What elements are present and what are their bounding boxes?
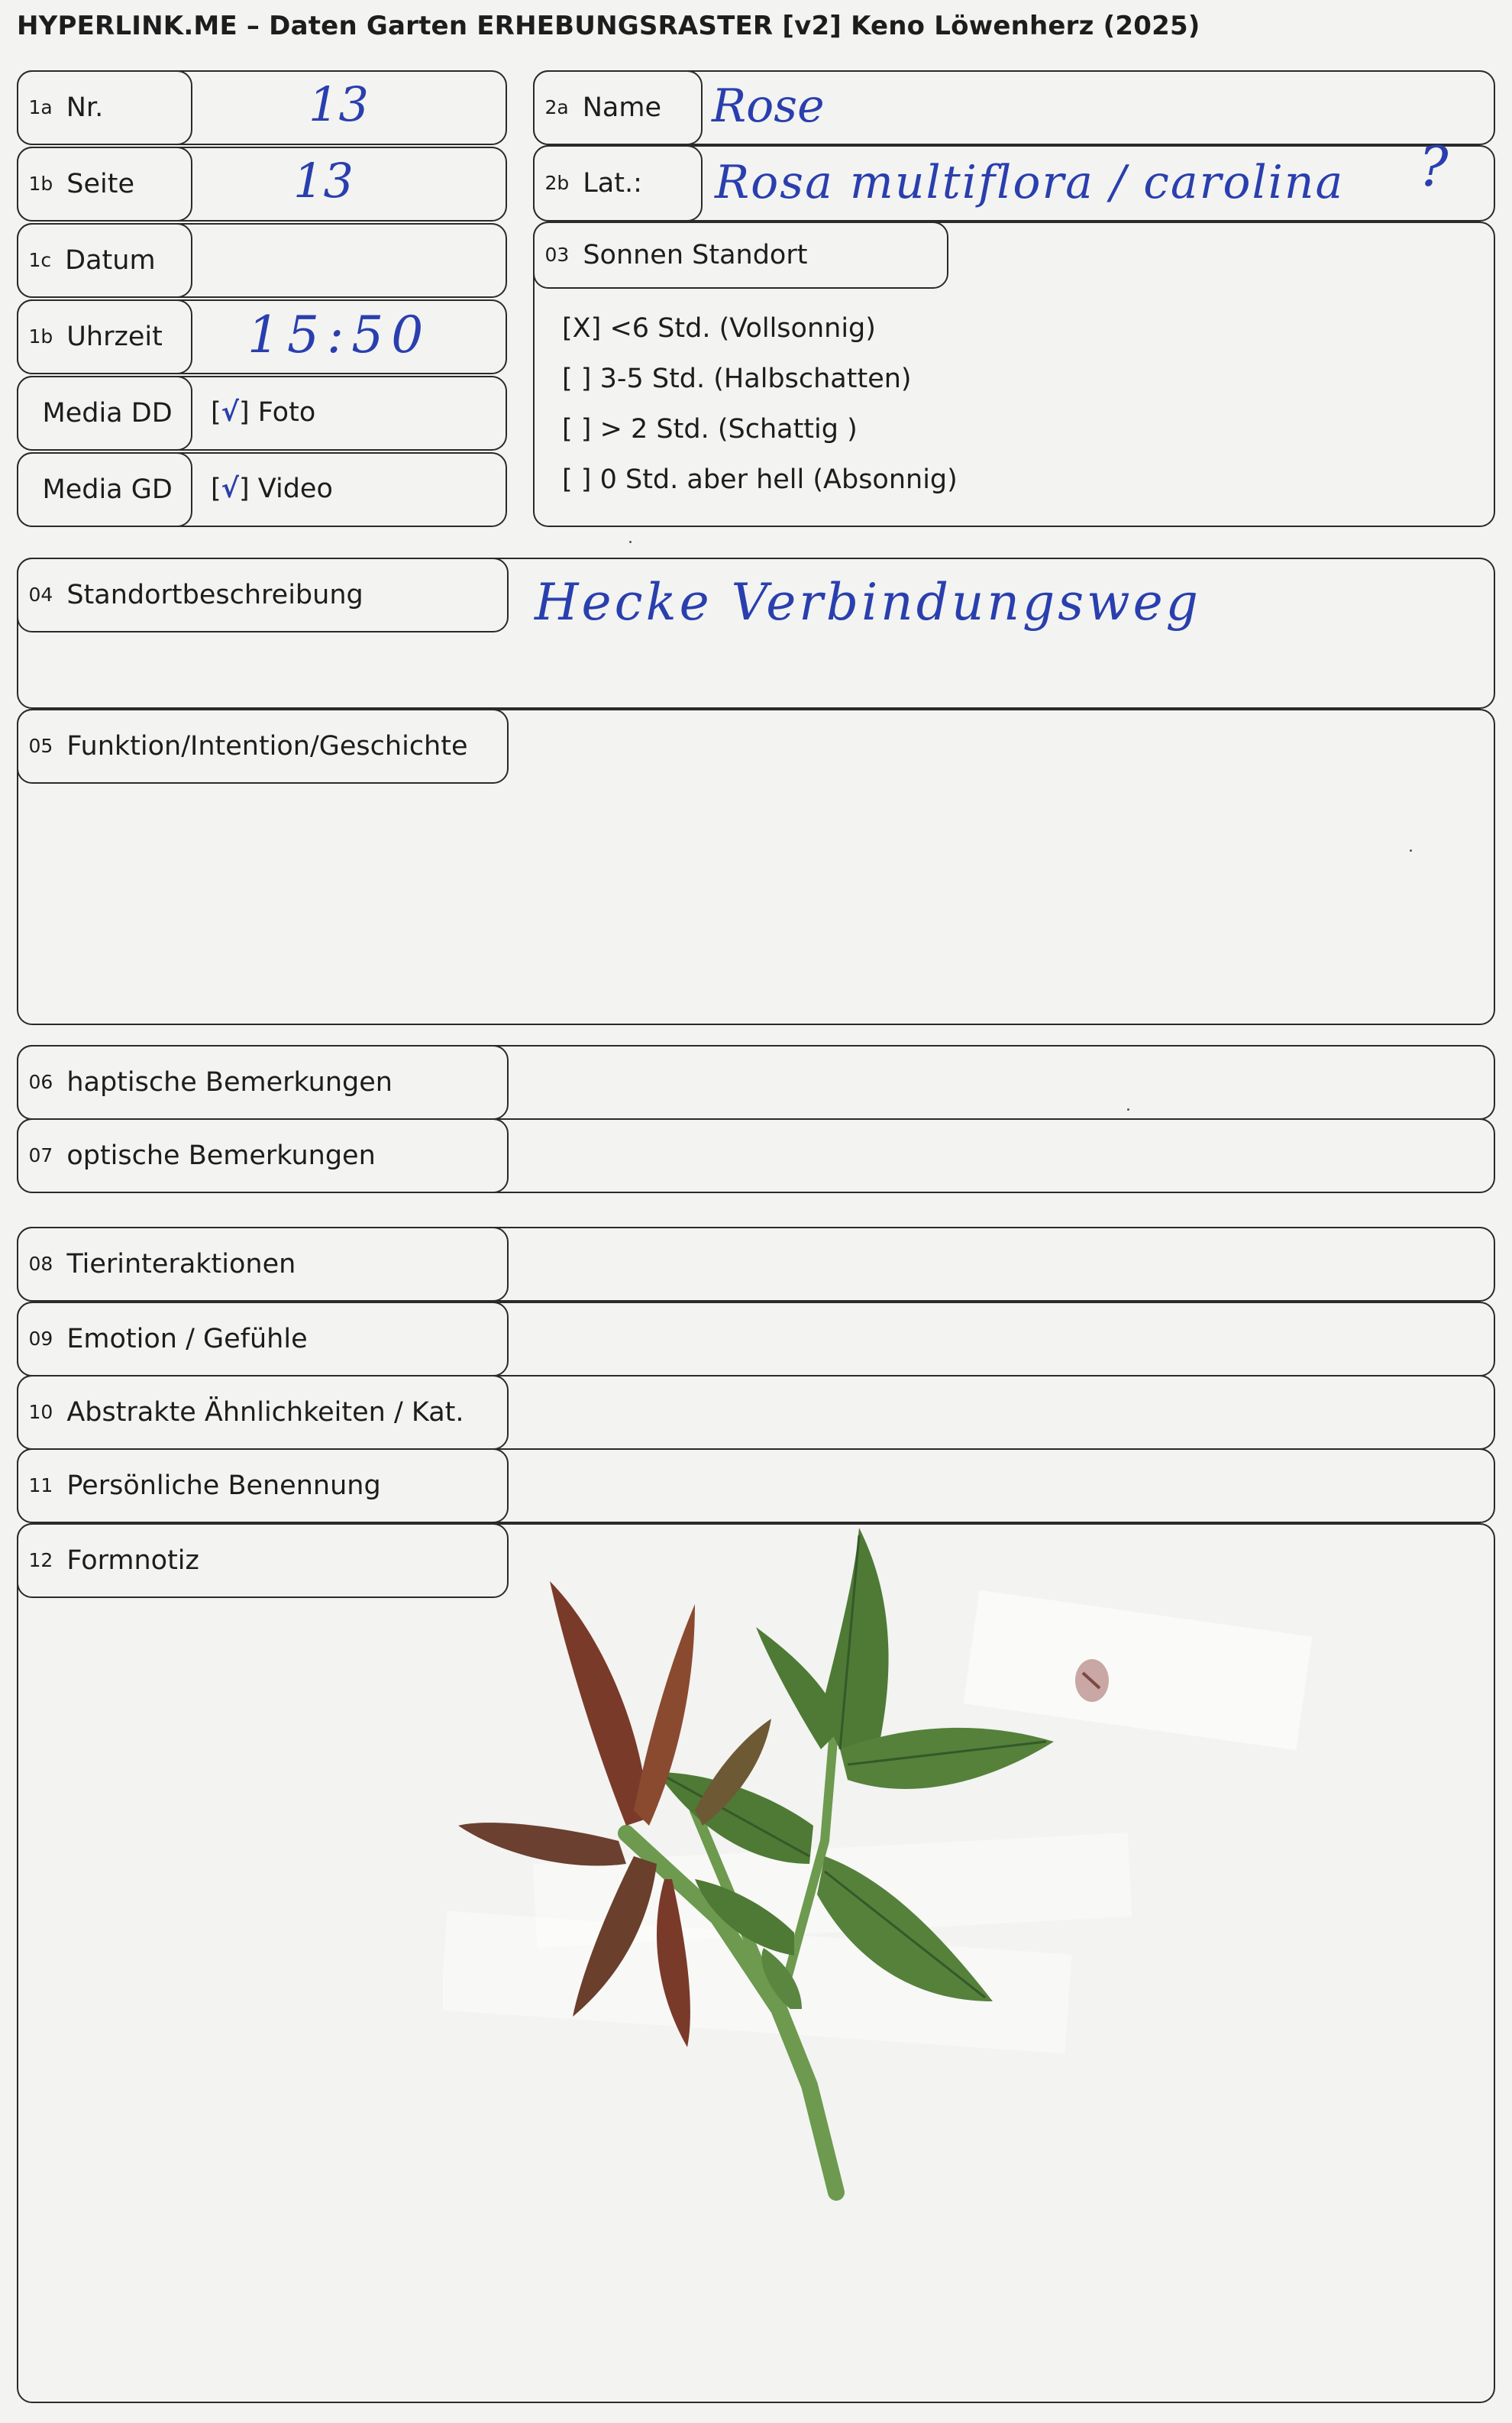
- section-haptische[interactable]: [17, 1045, 1495, 1120]
- field-num: 12: [28, 1549, 53, 1571]
- field-lat-tab: [533, 145, 703, 222]
- field-num: 11: [28, 1474, 53, 1496]
- field-label: Funktion/Intention/Geschichte: [66, 730, 468, 762]
- field-num: 04: [28, 584, 53, 606]
- foto-checkbox[interactable]: [√] Foto: [211, 397, 316, 428]
- field-nr-tab: [17, 70, 192, 145]
- section-tab: [17, 1448, 509, 1523]
- field-label: Seite: [66, 168, 135, 199]
- paper-speck: [1127, 1108, 1129, 1111]
- field-lat[interactable]: [533, 134, 1495, 222]
- field-label: haptische Bemerkungen: [66, 1066, 393, 1098]
- nr-value: 13: [309, 76, 369, 132]
- section-tab: [17, 558, 509, 632]
- section-tab: [17, 1302, 509, 1376]
- field-media-gd[interactable]: [17, 452, 507, 527]
- field-num: 2b: [544, 172, 570, 194]
- field-datum[interactable]: [17, 223, 507, 298]
- sonnen-option-absonnig[interactable]: [562, 464, 958, 495]
- field-nr[interactable]: [17, 70, 507, 145]
- field-seite[interactable]: [17, 147, 507, 222]
- lat-question-note: ?: [1419, 134, 1449, 199]
- field-label: Nr.: [66, 92, 104, 123]
- field-name[interactable]: [533, 70, 1495, 145]
- field-label: Name: [582, 92, 661, 123]
- field-media-dd-tab: [17, 376, 192, 451]
- section-tab: [17, 1375, 509, 1450]
- section-tab: [17, 1118, 509, 1193]
- field-label: Tierinteraktionen: [66, 1248, 296, 1279]
- field-label: Uhrzeit: [66, 321, 163, 352]
- video-checkbox[interactable]: [√] Video: [211, 474, 333, 504]
- field-num: 09: [28, 1328, 53, 1350]
- lat-value: Rosa multiflora / carolina: [715, 156, 1345, 209]
- section-tierinteraktionen[interactable]: [17, 1227, 1495, 1302]
- section-tab: [17, 1227, 509, 1302]
- field-label: Media GD: [42, 474, 173, 505]
- section-funktion[interactable]: [17, 709, 1495, 1025]
- option-label: 3-5 Std. (Halbschatten): [599, 364, 912, 394]
- section-persoenliche[interactable]: [17, 1448, 1495, 1523]
- field-uhrzeit[interactable]: [17, 299, 507, 374]
- field-num: 1b: [28, 325, 53, 348]
- field-label: Sonnen Standort: [583, 239, 808, 270]
- section-abstrakte[interactable]: [17, 1375, 1495, 1450]
- check-mark-icon: √: [221, 397, 240, 428]
- name-value: Rose: [712, 79, 825, 133]
- field-num: 1a: [28, 96, 53, 118]
- field-num: 1c: [28, 249, 52, 271]
- option-label: <6 Std. (Vollsonnig): [609, 313, 876, 344]
- sonnen-option-vollsonnig[interactable]: [562, 313, 876, 344]
- sonnen-option-schattig[interactable]: [562, 414, 858, 445]
- field-num: 08: [28, 1253, 53, 1275]
- field-label: Formnotiz: [66, 1545, 199, 1576]
- section-tab: [17, 1045, 509, 1120]
- sonnen-option-halbschatten[interactable]: [562, 364, 912, 394]
- field-label: optische Bemerkungen: [66, 1140, 376, 1171]
- checkbox-icon: [ ]: [562, 414, 592, 445]
- paper-speck: [629, 541, 632, 543]
- uhrzeit-value: 15:50: [247, 306, 431, 364]
- field-num: 07: [28, 1144, 53, 1166]
- check-mark-icon: √: [221, 474, 240, 504]
- option-label: > 2 Std. (Schattig ): [599, 414, 858, 445]
- field-label: Abstrakte Ähnlichkeiten / Kat.: [66, 1396, 464, 1428]
- field-num: 1b: [28, 173, 53, 195]
- field-label: Persönliche Benennung: [66, 1470, 381, 1501]
- field-num: 2a: [544, 96, 569, 118]
- field-label: Lat.:: [583, 167, 642, 199]
- field-uhrzeit-tab: [17, 299, 192, 374]
- field-seite-tab: [17, 147, 192, 222]
- field-label: Standortbeschreibung: [66, 579, 363, 610]
- field-media-gd-tab: [17, 452, 192, 527]
- field-num: 10: [28, 1401, 53, 1423]
- section-tab: [17, 1523, 509, 1598]
- field-label: Datum: [65, 244, 156, 276]
- section-tab: [17, 709, 509, 784]
- video-label: Video: [257, 474, 333, 504]
- section-standortbeschreibung[interactable]: [17, 558, 1495, 709]
- section-optische[interactable]: [17, 1118, 1495, 1193]
- foto-label: Foto: [257, 397, 316, 428]
- field-num: 03: [544, 244, 570, 266]
- checkbox-icon: [ ]: [562, 364, 592, 394]
- field-label: Media DD: [42, 397, 173, 429]
- sonnen-standort: [533, 222, 1495, 527]
- field-datum-tab: [17, 223, 192, 298]
- sonnen-tab: [533, 222, 948, 289]
- checkbox-icon: [ ]: [562, 464, 592, 495]
- field-num: 06: [28, 1071, 53, 1093]
- field-media-dd[interactable]: [17, 376, 507, 451]
- field-label: Emotion / Gefühle: [66, 1323, 308, 1354]
- option-label: 0 Std. aber hell (Absonnig): [599, 464, 958, 495]
- page-header: HYPERLINK.ME – Daten Garten ERHEBUNGSRASTER [v2] Keno Löwenherz (2025): [17, 11, 1200, 41]
- standort-value: Hecke Verbindungsweg: [535, 573, 1201, 632]
- seite-value: 13: [293, 153, 354, 209]
- field-name-tab: [533, 70, 703, 145]
- field-num: 05: [28, 735, 53, 757]
- checkbox-checked-icon: [X]: [562, 313, 602, 344]
- paper-speck: [1410, 849, 1412, 852]
- pressed-rose-leaf-image: [443, 1520, 1329, 2223]
- section-emotion[interactable]: [17, 1302, 1495, 1376]
